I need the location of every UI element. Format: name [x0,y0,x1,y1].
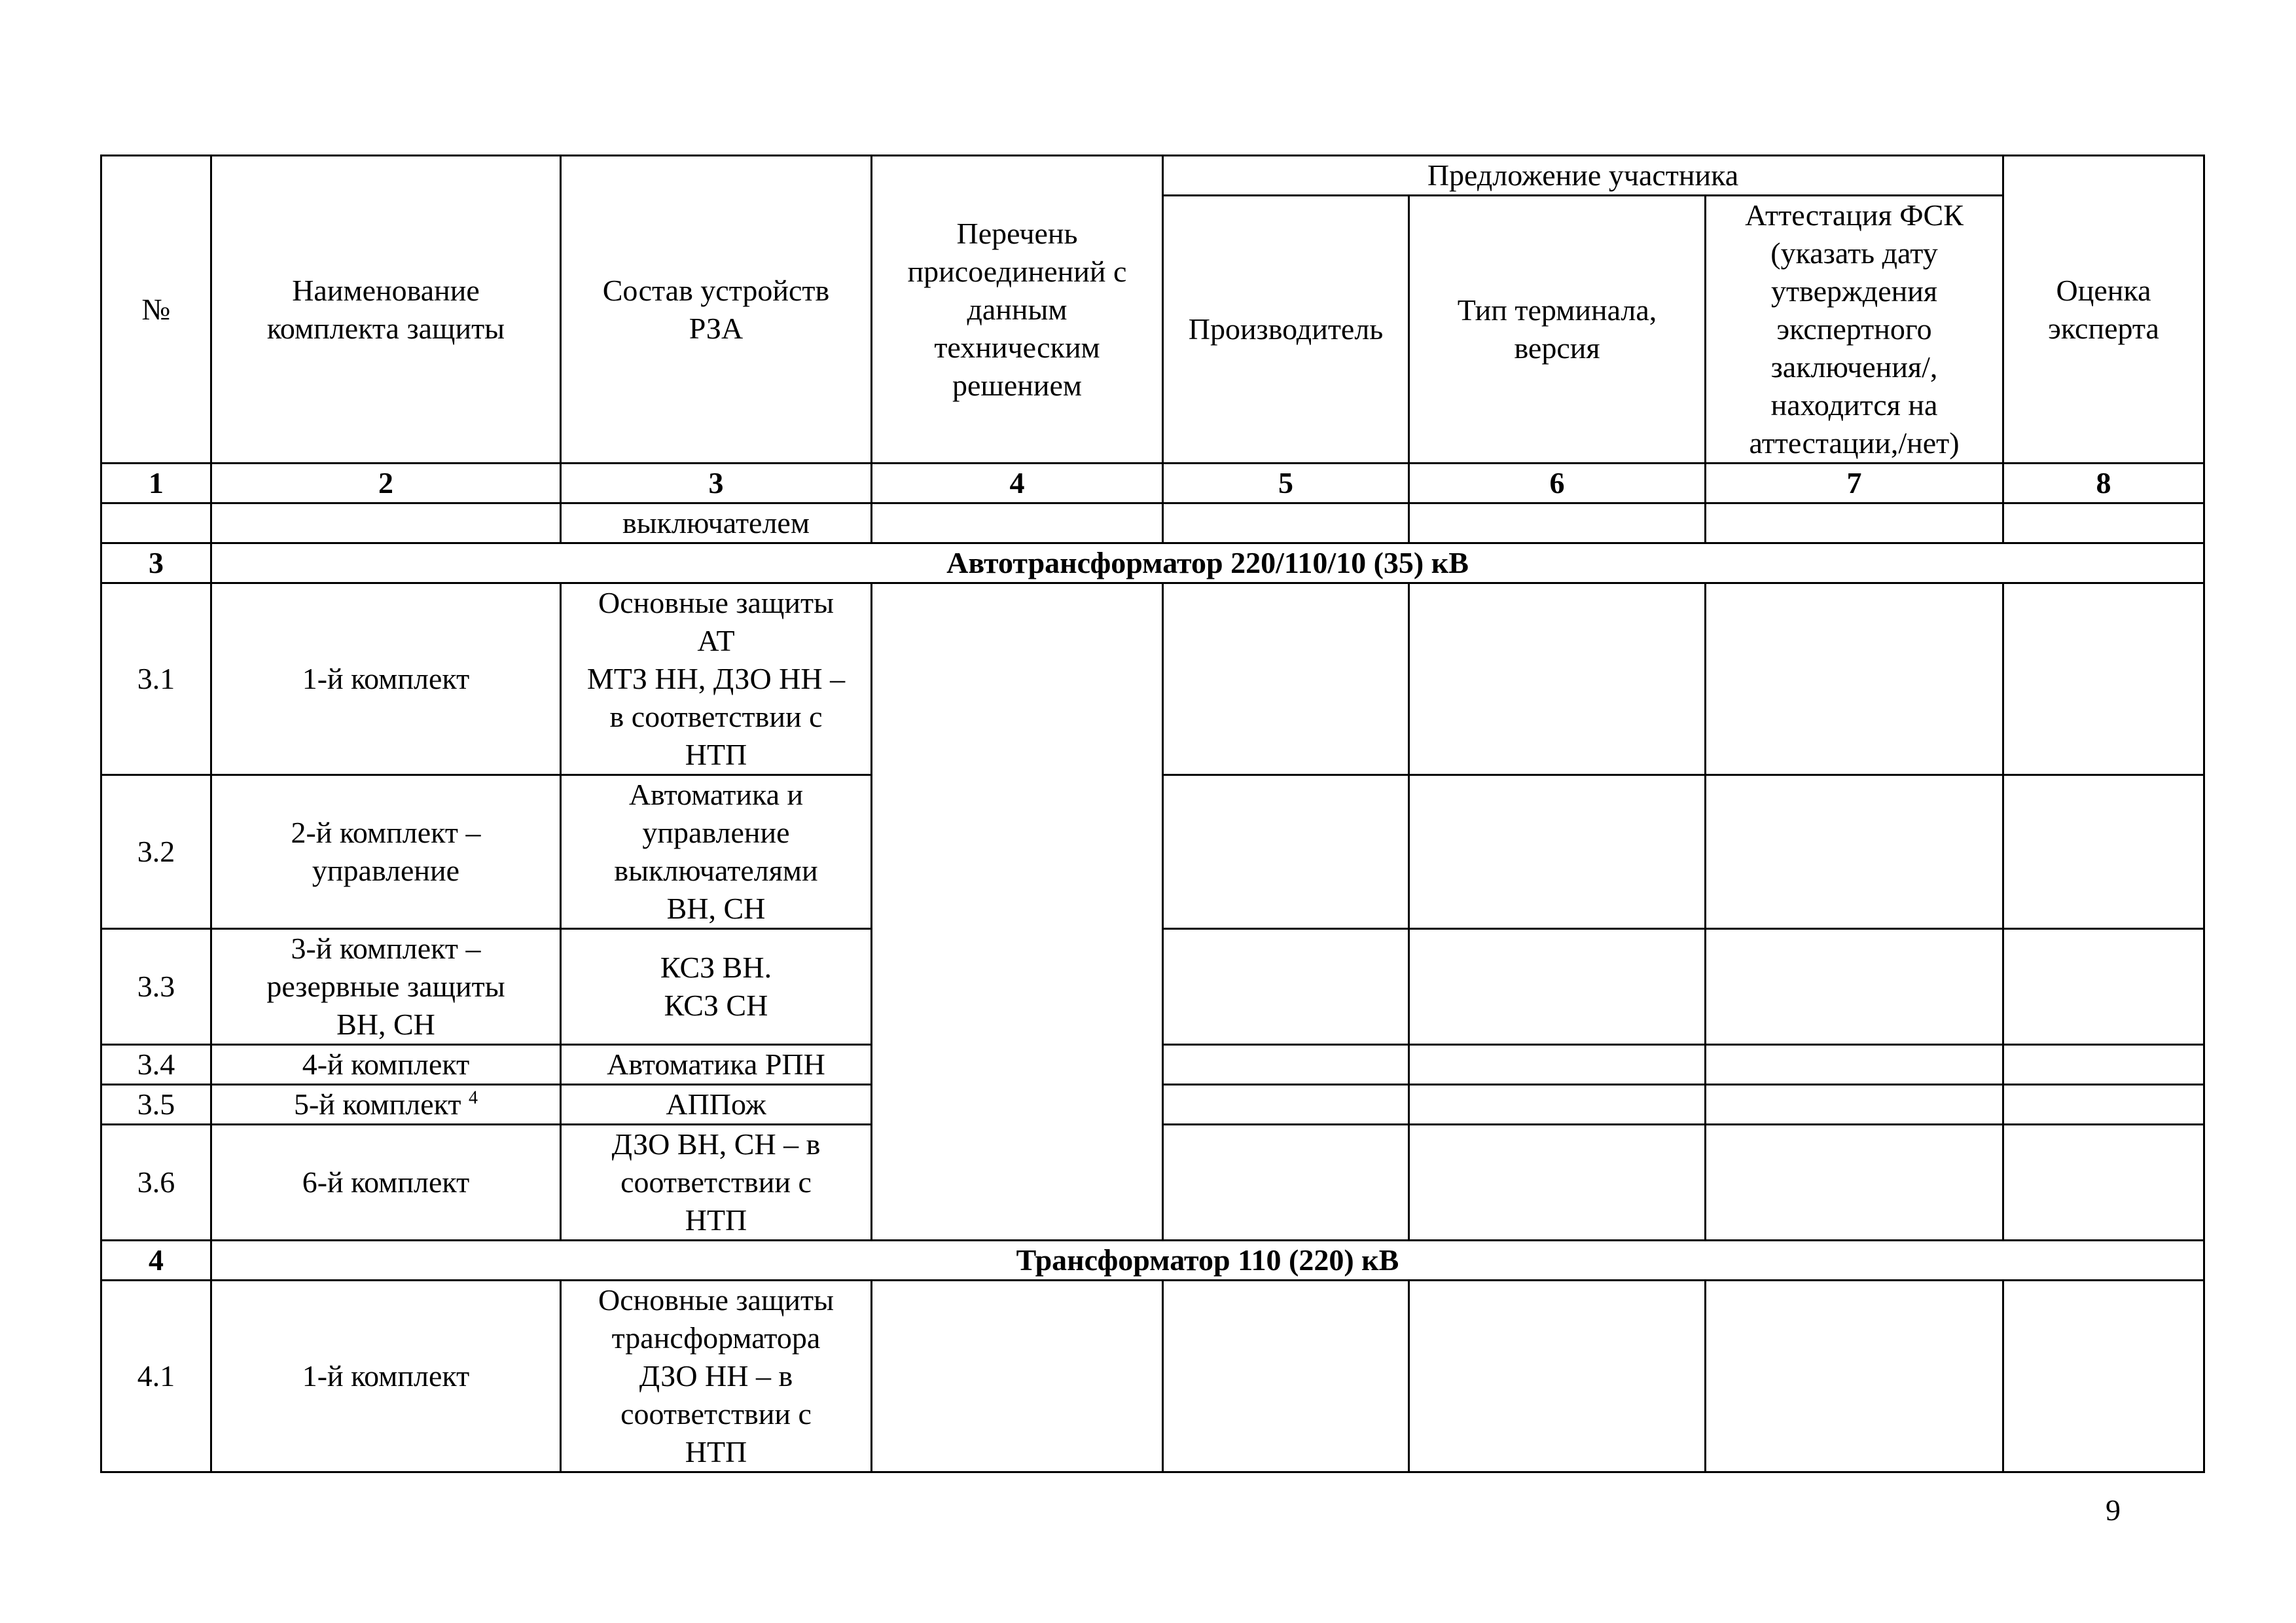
empty-cell [1163,1085,1409,1125]
empty-cell [1409,929,1706,1045]
column-number-cell: 1 [101,464,211,503]
table-row [101,1281,2204,1472]
column-number-cell: 7 [1706,464,2003,503]
header-composition: Состав устройств РЗА [561,156,872,464]
empty-cell [1706,775,2003,929]
column-number-cell: 3 [561,464,872,503]
empty-cell [1409,583,1706,775]
set-name-cell: 3-й комплект – резервные защиты ВН, СН [211,929,561,1045]
row-number: 3.6 [101,1125,211,1241]
section-header-row [101,543,2204,583]
set-name-cell: 1-й комплект [211,1281,561,1472]
empty-cell [2003,775,2204,929]
section-title: Автотрансформатор 220/110/10 (35) кВ [211,543,2204,583]
section-number: 3 [101,543,211,583]
column-number-cell: 5 [1163,464,1409,503]
empty-cell [1409,1085,1706,1125]
set-name-text: 5-й комплект [293,1087,461,1121]
section-title: Трансформатор 110 (220) кВ [211,1241,2204,1281]
connections-cell [872,583,1163,1241]
empty-cell [2003,583,2204,775]
empty-cell [1163,775,1409,929]
section-header-row [101,1241,2204,1281]
empty-cell [1163,583,1409,775]
set-name-cell: 6-й комплект [211,1125,561,1241]
empty-cell [1706,1085,2003,1125]
empty-cell [101,503,211,543]
header-terminal-type: Тип терминала, версия [1409,196,1706,464]
empty-cell [872,503,1163,543]
composition-cell: Основные защиты трансформатора ДЗО НН – в соответствии с НТП [561,1281,872,1472]
composition-cell: ДЗО ВН, СН – в соответствии с НТП [561,1125,872,1241]
composition-cell: АППож [561,1085,872,1125]
empty-cell [1409,503,1706,543]
composition-cell: Автоматика РПН [561,1045,872,1085]
header-manufacturer: Производитель [1163,196,1409,464]
header-attestation: Аттестация ФСК (указать дату утверждения экспертного заключения/, находится на аттестации,/нет) [1706,196,2003,464]
header-participant-offer: Предложение участника [1163,156,2003,196]
set-name-cell [211,1085,561,1125]
empty-cell [1706,1281,2003,1472]
empty-cell [1409,1281,1706,1472]
row-number: 3.2 [101,775,211,929]
empty-cell [1706,1125,2003,1241]
header-set-name: Наименование комплекта защиты [211,156,561,464]
section-number: 4 [101,1241,211,1281]
composition-cell: Автоматика и управление выключателями ВН, СН [561,775,872,929]
empty-cell [2003,1125,2204,1241]
set-name-cell: 2-й комплект – управление [211,775,561,929]
empty-cell [1163,1281,1409,1472]
empty-cell [1706,929,2003,1045]
empty-cell [2003,1281,2204,1472]
empty-cell [2003,503,2204,543]
header-connections: Перечень присоединений с данным техническим решением [872,156,1163,464]
row-number: 3.1 [101,583,211,775]
empty-cell [1163,1125,1409,1241]
empty-cell [1409,775,1706,929]
empty-cell [1706,583,2003,775]
column-number-cell: 2 [211,464,561,503]
row-number: 4.1 [101,1281,211,1472]
empty-cell [2003,929,2204,1045]
empty-cell [1163,1045,1409,1085]
column-number-cell: 8 [2003,464,2204,503]
empty-cell [2003,1045,2204,1085]
empty-cell [1706,503,2003,543]
row-number: 3.4 [101,1045,211,1085]
set-name-cell: 1-й комплект [211,583,561,775]
set-name-cell: 4-й комплект [211,1045,561,1085]
table-row [101,583,2204,775]
empty-cell [1706,1045,2003,1085]
empty-cell [1163,929,1409,1045]
continuation-row [101,503,2204,543]
composition-cell: выключателем [561,503,872,543]
empty-cell [1409,1045,1706,1085]
header-number: № [101,156,211,464]
row-number: 3.3 [101,929,211,1045]
row-number: 3.5 [101,1085,211,1125]
composition-cell: КСЗ ВН. КСЗ СН [561,929,872,1045]
empty-cell [872,1281,1163,1472]
header-expert-rating: Оценка эксперта [2003,156,2204,464]
empty-cell [2003,1085,2204,1125]
column-number-cell: 6 [1409,464,1706,503]
empty-cell [211,503,561,543]
footnote-marker: 4 [469,1087,478,1108]
composition-cell: Основные защиты АТ МТЗ НН, ДЗО НН – в соответствии с НТП [561,583,872,775]
page-number: 9 [2106,1493,2121,1527]
column-number-cell: 4 [872,464,1163,503]
rza-equipment-table [100,155,2205,1473]
empty-cell [1409,1125,1706,1241]
empty-cell [1163,503,1409,543]
